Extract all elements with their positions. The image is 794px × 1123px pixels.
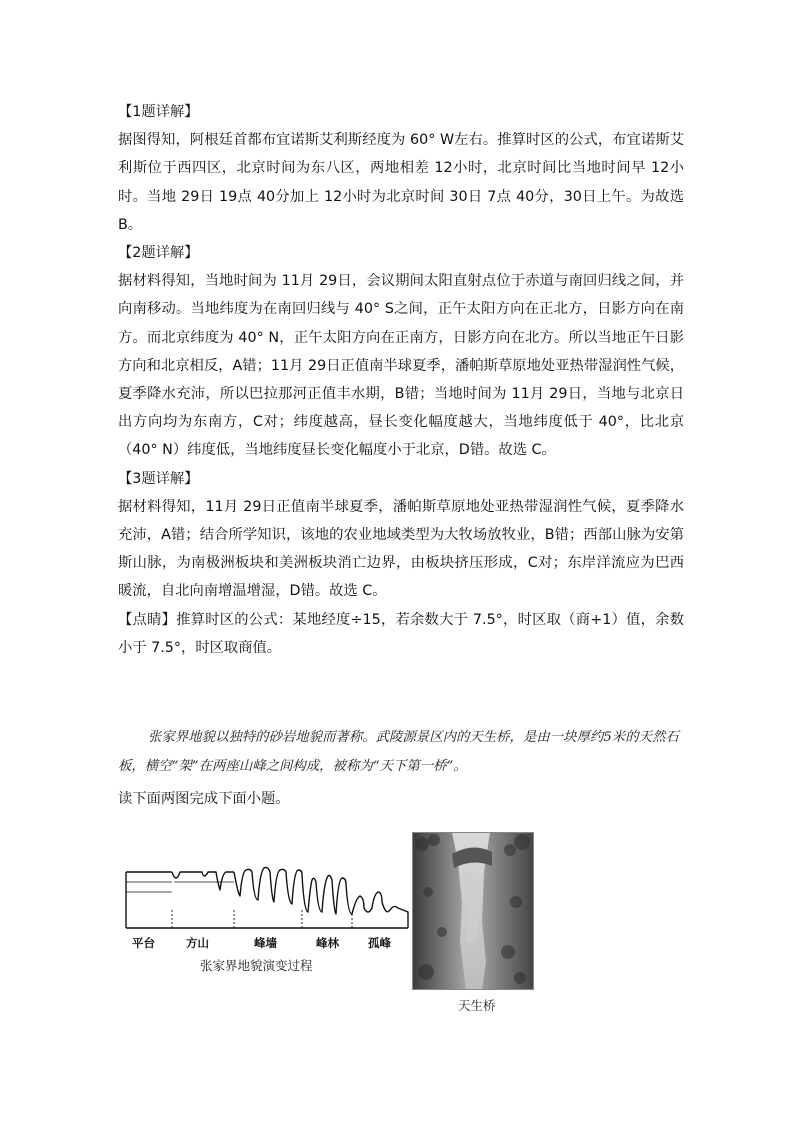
figure-left-caption: 张家界地貌演变过程	[200, 958, 313, 973]
section-3-heading: 【3题详解】	[118, 470, 199, 487]
natural-bridge-photo	[412, 832, 534, 990]
stage-label-peak-wall: 峰墙	[254, 936, 277, 950]
stage-label-isolated-peak: 孤峰	[368, 936, 391, 950]
intro-passage: 张家界地貌以独特的砂岩地貌而著称。武陵源景区内的天生桥，是由一块厚约5米的天然石板，横空“架”在两座山峰之间构成，被称为“天下第一桥”。	[118, 730, 679, 774]
section-3-body: 据材料得知，11月 29日正值南半球夏季，潘帕斯草原地处亚热带湿润性气候，夏季降水充沛，A错；结合所学知识，该地的农业地域类型为大牧场放牧业，B错；西部山脉为安第斯山脉，为南极洲板块和美洲板块消亡边界，由板块挤压形成，C对；东岸洋流应为巴西暖流，自北向南增温增湿，D错。故选 C。	[118, 498, 684, 600]
section-1-body: 据图得知，阿根廷首都布宜诺斯艾利斯经度为 60° W左右。推算时区的公式，布宜诺斯艾利斯位于西四区，北京时间为东八区，两地相差 12小时，北京时间比当地时间早 12小时。当地 29日 19点 40分加上 12小时为北京时间 30日 7点 40分，30日上午。为故选 B。	[118, 132, 684, 233]
tip-paragraph	[118, 606, 684, 662]
stage-label-platform: 平台	[132, 936, 155, 950]
stage-label-peak-forest: 峰林	[316, 936, 339, 950]
question-prompt: 读下面两图完成下面小题。	[118, 791, 290, 807]
tip-body: 推算时区的公式：某地经度÷15，若余数大于 7.5°，时区取（商+1）值，余数小于 7.5°，时区取商值。	[118, 611, 684, 656]
answer-explanations	[118, 98, 684, 662]
section-2-heading: 【2题详解】	[118, 245, 199, 262]
section-2-body: 据材料得知，当地时间为 11月 29日，会议期间太阳直射点位于赤道与南回归线之间，并向南移动。当地纬度为在南回归线与 40° S之间，正午太阳方向在正北方，日影方向在南方。而北京纬度为 40° N，正午太阳方向在正南方，日影方向在北方。所以当地正午日影方向和北京相反，A错；11月 29日正值南半球夏季，潘帕斯草原地处亚热带湿润性气候，夏季降水充沛，所以巴拉那河正值丰水期，B错；当地时间为 11月 29日，当地与北京日出方向均为东南方，C对；纬度越高，昼长变化幅度越大，当地纬度低于 40°，比北京（40° N）纬度低，当地纬度昼长变化幅度小于北京，D错。故选 C。	[118, 273, 684, 459]
figure-right-caption: 天生桥	[458, 998, 496, 1013]
stage-label-mesa: 方山	[186, 936, 209, 950]
tip-heading: 【点睛】	[118, 611, 177, 628]
section-1-heading: 【1题详解】	[118, 104, 199, 120]
